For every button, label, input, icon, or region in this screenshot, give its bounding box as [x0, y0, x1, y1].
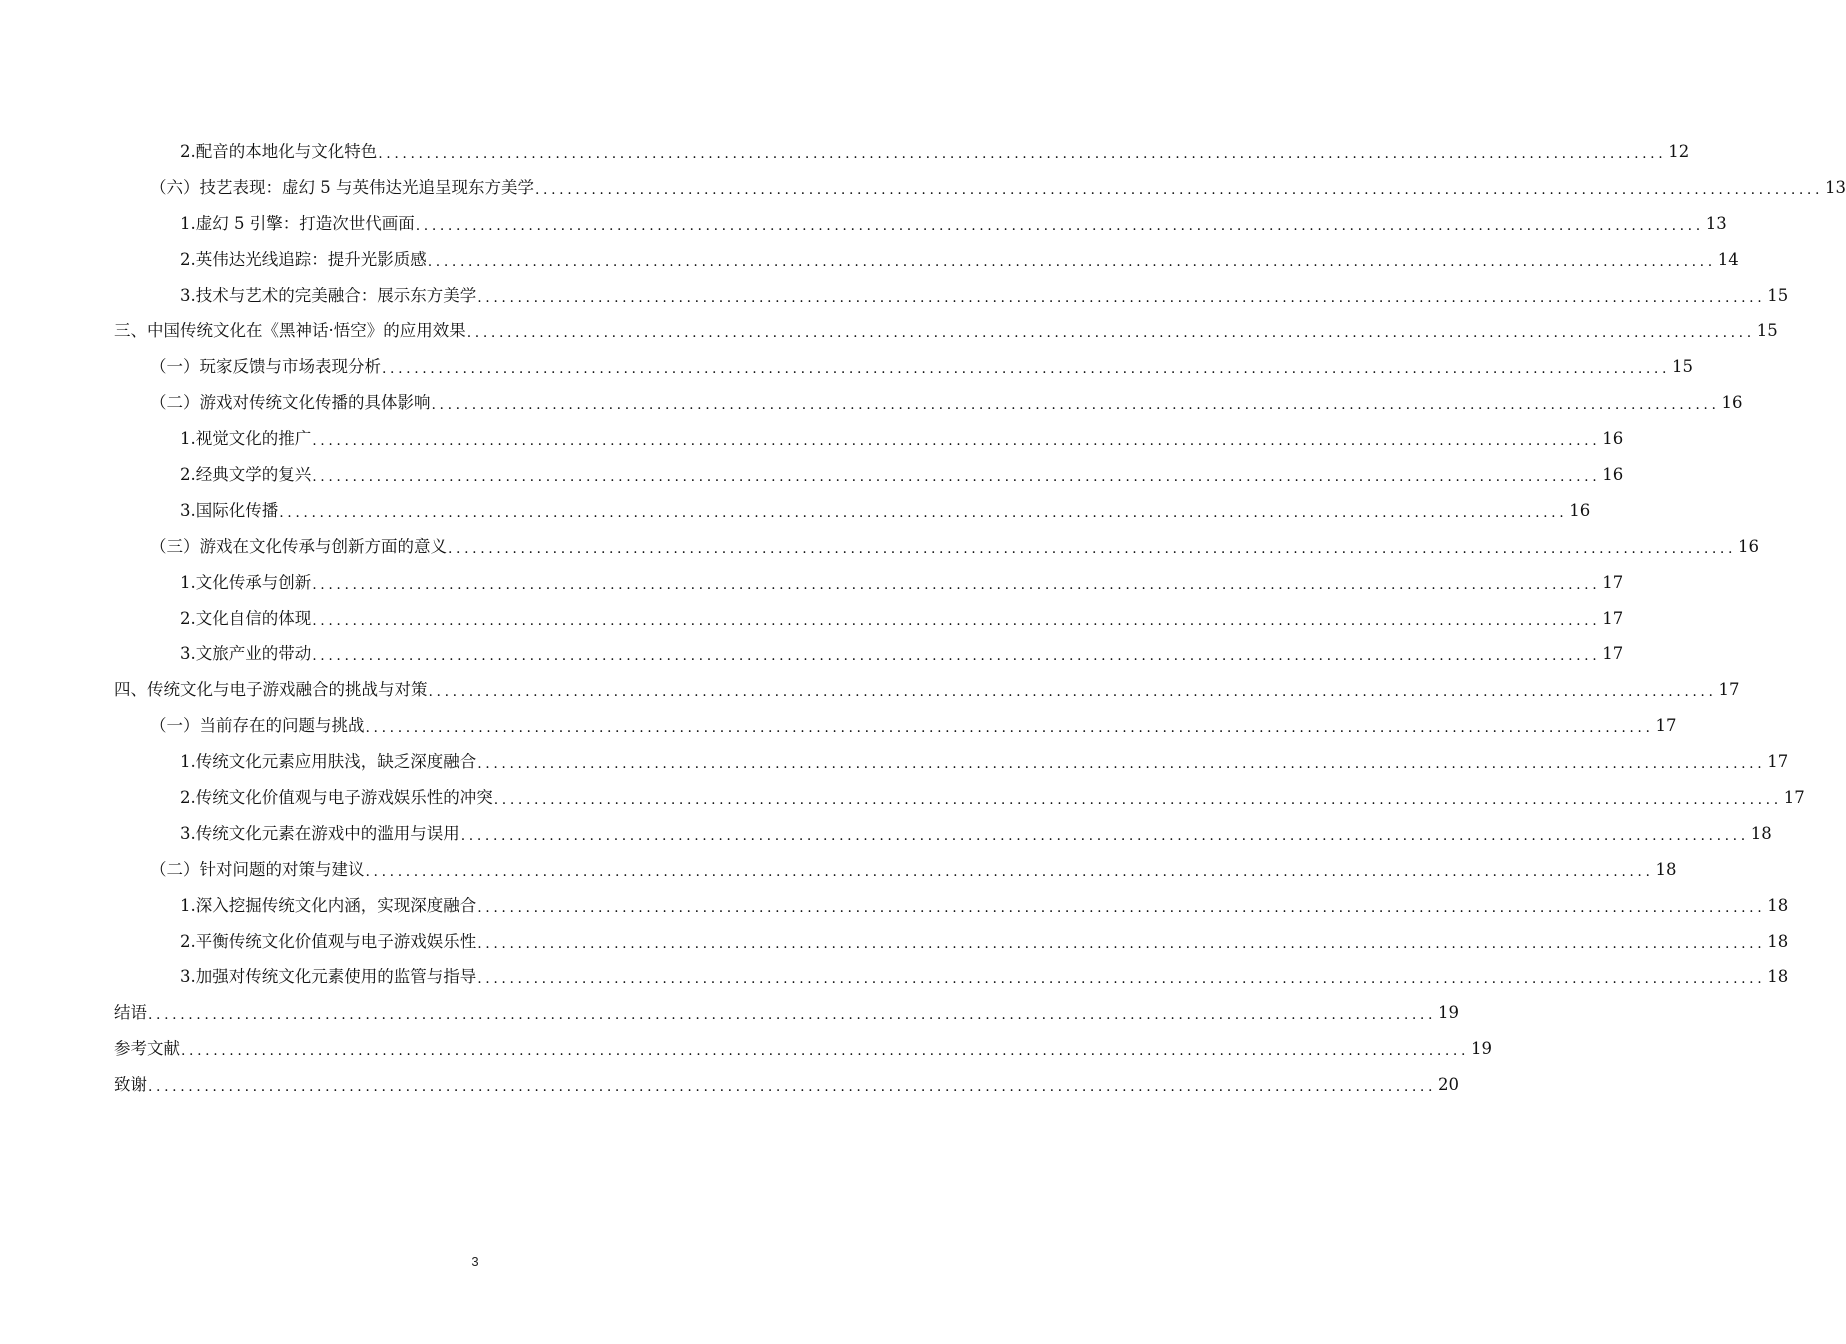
- toc-entry-title: （二）针对问题的对策与建议: [150, 859, 365, 879]
- toc-entry-title: 3.文旅产业的带动: [180, 644, 312, 664]
- toc-entry-title: 2.经典文学的复兴: [180, 464, 312, 484]
- toc-entry-page: 17: [1655, 716, 1677, 736]
- toc-entry-title: 3.传统文化元素在游戏中的滥用与误用: [180, 823, 460, 843]
- toc-entry-title: 2.配音的本地化与文化特色: [180, 141, 378, 161]
- toc-dot-leader: ................................................................................................................................................................: [312, 612, 1601, 629]
- toc-entry: [0, 888, 1789, 924]
- toc-entry: [0, 565, 1624, 601]
- toc-entry-title: 致谢: [114, 1075, 147, 1095]
- toc-dot-leader: ................................................................................................................................................................: [477, 289, 1766, 306]
- toc-entry-page: 12: [1668, 141, 1690, 161]
- toc-entry-page: 18: [1750, 823, 1772, 843]
- toc-entry-title: 3.加强对传统文化元素使用的监管与指导: [180, 967, 477, 987]
- toc-entry: [0, 206, 1727, 242]
- toc-dot-leader: ................................................................................................................................................................: [148, 1079, 1437, 1096]
- toc-entry: [0, 457, 1624, 493]
- toc-entry: [0, 170, 1846, 206]
- toc-dot-leader: ................................................................................................................................................................: [378, 145, 1667, 162]
- toc-entry-title: 2.文化自信的体现: [180, 608, 312, 628]
- toc-entry-title: 1.深入挖掘传统文化内涵，实现深度融合: [180, 895, 477, 915]
- toc-entry-title: 2.平衡传统文化价值观与电子游戏娱乐性: [180, 931, 477, 951]
- toc-dot-leader: ................................................................................................................................................................: [365, 863, 1654, 880]
- toc-entry-title: 3.国际化传播: [180, 500, 279, 520]
- toc-entry-title: 2.英伟达光线追踪：提升光影质感: [180, 249, 427, 269]
- toc-entry: [0, 816, 1772, 852]
- toc-entry-page: 18: [1655, 859, 1677, 879]
- toc-entry-title: 2.传统文化价值观与电子游戏娱乐性的冲突: [180, 787, 493, 807]
- toc-entry-page: 16: [1602, 429, 1624, 449]
- toc-entry: [0, 529, 1760, 565]
- toc-dot-leader: ................................................................................................................................................................: [466, 325, 1755, 342]
- toc-entry-title: 四、传统文化与电子游戏融合的挑战与对策: [114, 680, 428, 700]
- toc-entry-page: 16: [1738, 536, 1760, 556]
- toc-entry-page: 17: [1767, 752, 1789, 772]
- toc-entry: [0, 278, 1789, 314]
- toc-entry: [0, 1067, 1460, 1103]
- toc-entry-page: 15: [1756, 321, 1778, 341]
- toc-entry: [0, 385, 1743, 421]
- table-of-contents: [0, 134, 1846, 1103]
- toc-dot-leader: ................................................................................................................................................................: [431, 397, 1720, 414]
- toc-entry-page: 18: [1767, 931, 1789, 951]
- toc-entry: [0, 708, 1677, 744]
- toc-entry-page: 19: [1438, 1003, 1460, 1023]
- toc-dot-leader: ................................................................................................................................................................: [428, 684, 1717, 701]
- toc-entry-page: 17: [1602, 608, 1624, 628]
- toc-entry-page: 18: [1767, 967, 1789, 987]
- toc-dot-leader: ................................................................................................................................................................: [477, 756, 1766, 773]
- toc-dot-leader: ................................................................................................................................................................: [415, 217, 1704, 234]
- toc-entry-page: 16: [1569, 500, 1591, 520]
- toc-entry-title: 1.传统文化元素应用肤浅，缺乏深度融合: [180, 752, 477, 772]
- toc-dot-leader: ................................................................................................................................................................: [477, 935, 1766, 952]
- toc-entry-title: （三）游戏在文化传承与创新方面的意义: [150, 536, 447, 556]
- toc-entry: [0, 924, 1789, 960]
- toc-dot-leader: ................................................................................................................................................................: [448, 540, 1737, 557]
- toc-entry-page: 20: [1438, 1075, 1460, 1095]
- toc-dot-leader: ................................................................................................................................................................: [477, 971, 1766, 988]
- toc-entry-title: 参考文献: [114, 1039, 180, 1059]
- toc-dot-leader: ................................................................................................................................................................: [477, 899, 1766, 916]
- toc-entry: [0, 601, 1624, 637]
- toc-entry: [0, 780, 1805, 816]
- toc-entry-page: 17: [1783, 787, 1805, 807]
- toc-entry: [0, 134, 1690, 170]
- toc-entry: [0, 636, 1624, 672]
- toc-dot-leader: ................................................................................................................................................................: [493, 791, 1782, 808]
- toc-dot-leader: ................................................................................................................................................................: [181, 1043, 1470, 1060]
- toc-entry-title: （六）技艺表现：虚幻 5 与英伟达光追呈现东方美学: [150, 177, 534, 197]
- toc-entry: [0, 995, 1460, 1031]
- toc-entry: [0, 1031, 1493, 1067]
- toc-dot-leader: ................................................................................................................................................................: [279, 504, 1568, 521]
- page-number: 3: [471, 1254, 479, 1269]
- toc-dot-leader: ................................................................................................................................................................: [365, 720, 1654, 737]
- toc-entry-page: 16: [1721, 393, 1743, 413]
- toc-entry: [0, 493, 1591, 529]
- toc-dot-leader: ................................................................................................................................................................: [148, 1007, 1437, 1024]
- toc-dot-leader: ................................................................................................................................................................: [312, 468, 1601, 485]
- toc-entry-page: 14: [1717, 249, 1739, 269]
- toc-dot-leader: ................................................................................................................................................................: [312, 433, 1601, 450]
- toc-entry-title: 结语: [114, 1003, 147, 1023]
- toc-entry-page: 19: [1471, 1039, 1493, 1059]
- toc-entry-page: 15: [1672, 357, 1694, 377]
- toc-entry-page: 18: [1767, 895, 1789, 915]
- toc-entry-title: 三、中国传统文化在《黑神话·悟空》的应用效果: [114, 321, 466, 341]
- toc-entry-page: 16: [1602, 464, 1624, 484]
- toc-entry-page: 17: [1602, 572, 1624, 592]
- toc-entry-title: （一）玩家反馈与市场表现分析: [150, 357, 381, 377]
- toc-entry-title: 1.虚幻 5 引擎：打造次世代画面: [180, 213, 415, 233]
- toc-entry: [0, 421, 1624, 457]
- toc-entry: [0, 959, 1789, 995]
- toc-dot-leader: ................................................................................................................................................................: [535, 181, 1824, 198]
- toc-dot-leader: ................................................................................................................................................................: [382, 361, 1671, 378]
- toc-entry-page: 17: [1602, 644, 1624, 664]
- toc-dot-leader: ................................................................................................................................................................: [427, 253, 1716, 270]
- toc-entry-title: （二）游戏对传统文化传播的具体影响: [150, 393, 431, 413]
- toc-entry: [0, 349, 1694, 385]
- toc-entry-title: 3.技术与艺术的完美融合：展示东方美学: [180, 285, 477, 305]
- toc-entry-title: （一）当前存在的问题与挑战: [150, 716, 365, 736]
- toc-entry-page: 13: [1825, 177, 1846, 197]
- toc-entry: [0, 852, 1677, 888]
- toc-entry-title: 1.文化传承与创新: [180, 572, 312, 592]
- toc-dot-leader: ................................................................................................................................................................: [312, 648, 1601, 665]
- toc-entry-page: 17: [1718, 680, 1740, 700]
- toc-entry-page: 13: [1705, 213, 1727, 233]
- toc-dot-leader: ................................................................................................................................................................: [312, 576, 1601, 593]
- toc-dot-leader: ................................................................................................................................................................: [460, 827, 1749, 844]
- toc-entry: [0, 313, 1778, 349]
- toc-entry: [0, 242, 1739, 278]
- toc-entry: [0, 744, 1789, 780]
- toc-entry-title: 1.视觉文化的推广: [180, 429, 312, 449]
- toc-entry-page: 15: [1767, 285, 1789, 305]
- toc-entry: [0, 672, 1740, 708]
